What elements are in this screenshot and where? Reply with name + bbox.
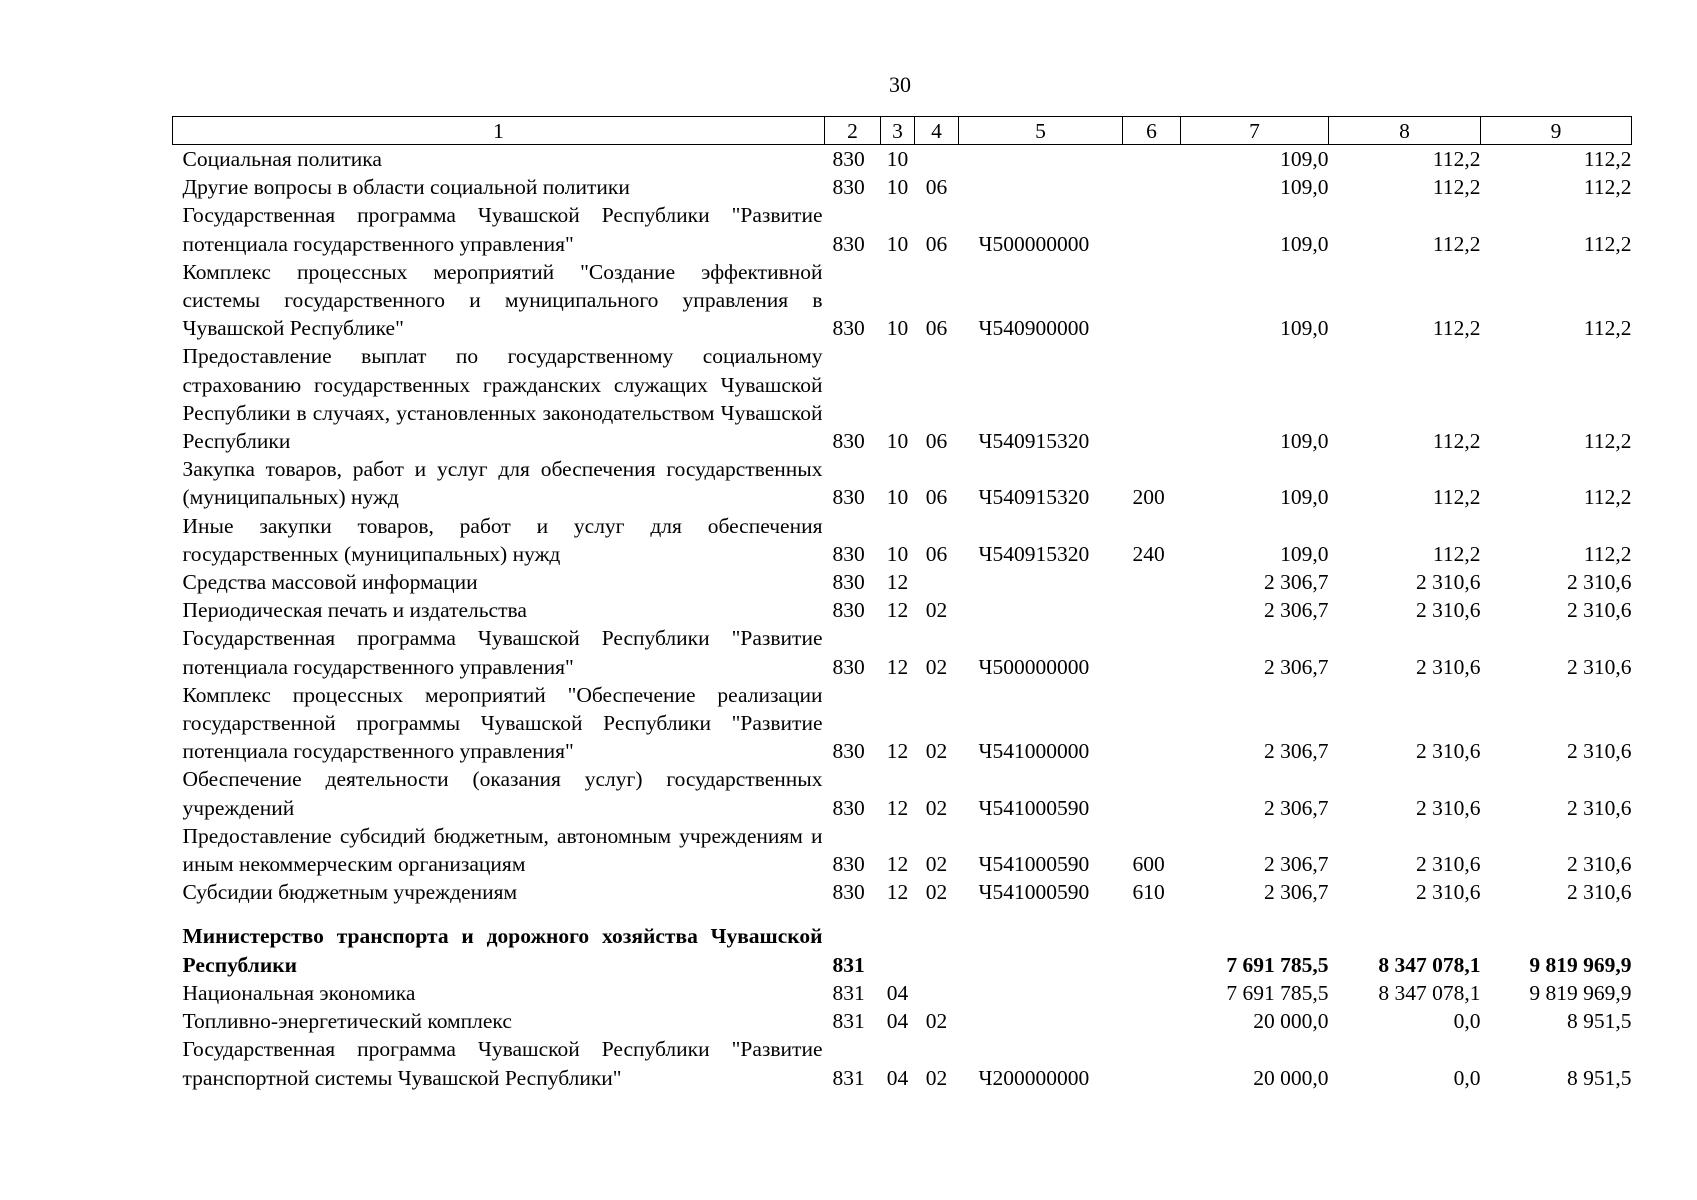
subsection-code: [915, 145, 959, 174]
amount-col-9: 112,2: [1583, 541, 1632, 566]
amount-col-8: 2 310,6: [1416, 654, 1481, 679]
amount-col-8: 112,2: [1432, 231, 1481, 256]
expense-type-code: 610: [1132, 880, 1165, 905]
table-row: [173, 342, 1632, 455]
section-code: 04: [886, 980, 909, 1005]
subsection-code: 02: [925, 739, 948, 764]
row-name: Топливно-энергетический комплекс: [182, 1009, 512, 1034]
header-col-7: 7: [1181, 117, 1329, 145]
expense-type-code: [1123, 342, 1181, 455]
ministry-code: 830: [832, 429, 865, 454]
ministry-code: 831: [832, 980, 865, 1005]
expense-type-code: 240: [1132, 541, 1165, 566]
amount-col-7: 20 000,0: [1253, 1009, 1329, 1034]
amount-col-8: 0,0: [1453, 1009, 1481, 1034]
amount-col-7: 20 000,0: [1253, 1065, 1329, 1090]
target-article-code: Ч540900000: [978, 316, 1090, 341]
amount-col-9: 2 310,6: [1567, 598, 1632, 623]
amount-col-7: 109,0: [1280, 316, 1329, 341]
target-article-code: Ч500000000: [978, 654, 1090, 679]
target-article-code: [959, 568, 1123, 596]
ministry-code: 831: [832, 1065, 865, 1090]
table-row: [173, 201, 1632, 257]
expense-type-code: [1123, 596, 1181, 624]
expense-type-code: [1123, 173, 1181, 201]
target-article-code: Ч540915320: [978, 541, 1090, 566]
table-row: [173, 624, 1632, 680]
amount-col-7: 2 306,7: [1264, 739, 1329, 764]
ministry-code: 830: [832, 175, 865, 200]
section-code: 04: [886, 1065, 909, 1090]
ministry-code: 830: [832, 880, 865, 905]
header-row: [173, 117, 1632, 145]
header-col-1: 1: [173, 117, 825, 145]
amount-col-8: 112,2: [1432, 541, 1481, 566]
header-col-3: 3: [881, 117, 915, 145]
table-body: [173, 145, 1632, 1092]
row-name: Другие вопросы в области социальной политики: [182, 175, 630, 200]
amount-col-7: 109,0: [1280, 231, 1329, 256]
header-col-2: 2: [825, 117, 881, 145]
target-article-code: Ч541000590: [978, 795, 1090, 820]
section-code: 10: [886, 429, 909, 454]
subsection-code: [915, 979, 959, 1007]
amount-col-9: 2 310,6: [1567, 880, 1632, 905]
row-name: Периодическая печать и издательства: [182, 598, 527, 623]
target-article-code: [959, 173, 1123, 201]
section-code: 04: [886, 1009, 909, 1034]
ministry-code: 831: [832, 1009, 865, 1034]
amount-col-7: 109,0: [1280, 429, 1329, 454]
row-name: Национальная экономика: [182, 980, 416, 1005]
header-col-9: 9: [1481, 117, 1632, 145]
expense-type-code: [1123, 979, 1181, 1007]
expense-type-code: [1123, 568, 1181, 596]
amount-col-8: 2 310,6: [1416, 880, 1481, 905]
amount-col-7: 7 691 785,5: [1226, 952, 1329, 977]
expense-type-code: 200: [1132, 485, 1165, 510]
amount-col-8: 8 347 078,1: [1378, 980, 1481, 1005]
target-article-code: [959, 906, 1123, 978]
row-name: Обеспечение деятельности (оказания услуг) государственных учреждений: [182, 767, 823, 820]
amount-col-7: 2 306,7: [1264, 852, 1329, 877]
row-name: Закупка товаров, работ и услуг для обеспечения государственных (муниципальных) нужд: [182, 457, 823, 510]
amount-col-8: 2 310,6: [1416, 795, 1481, 820]
target-article-code: Ч500000000: [978, 231, 1090, 256]
ministry-code: 830: [832, 654, 865, 679]
target-article-code: Ч541000590: [978, 852, 1090, 877]
amount-col-9: 112,2: [1583, 485, 1632, 510]
ministry-code: 830: [832, 598, 865, 623]
amount-col-9: 8 951,5: [1567, 1009, 1632, 1034]
ministry-code: 830: [832, 231, 865, 256]
section-code: 10: [886, 316, 909, 341]
header-col-4: 4: [915, 117, 959, 145]
row-name: Государственная программа Чувашской Республики "Развитие потенциала государственного управления": [182, 203, 823, 256]
subsection-code: 02: [925, 654, 948, 679]
section-code: 10: [886, 175, 909, 200]
row-name: Комплекс процессных мероприятий "Создание эффективной системы государственного и муниципального управления в Чувашской Республике": [182, 259, 823, 341]
table-row: [173, 568, 1632, 596]
subsection-code: 02: [925, 598, 948, 623]
table-row: [173, 878, 1632, 906]
amount-col-7: 109,0: [1280, 485, 1329, 510]
amount-col-8: 112,2: [1432, 147, 1481, 171]
amount-col-7: 2 306,7: [1264, 598, 1329, 623]
subsection-code: 02: [925, 852, 948, 877]
table-row: [173, 979, 1632, 1007]
table-row: [173, 1035, 1632, 1091]
target-article-code: [959, 979, 1123, 1007]
amount-col-9: 8 951,5: [1567, 1065, 1632, 1090]
amount-col-7: 109,0: [1280, 541, 1329, 566]
target-article-code: [959, 596, 1123, 624]
table-row: [173, 455, 1632, 511]
section-code: [881, 906, 915, 978]
amount-col-9: 2 310,6: [1567, 739, 1632, 764]
section-code: 12: [886, 880, 909, 905]
target-article-code: Ч541000000: [978, 739, 1090, 764]
table-row: [173, 596, 1632, 624]
amount-col-7: 109,0: [1280, 147, 1329, 171]
amount-col-8: 8 347 078,1: [1378, 952, 1481, 977]
amount-col-7: 2 306,7: [1264, 654, 1329, 679]
amount-col-9: 112,2: [1583, 175, 1632, 200]
target-article-code: Ч540915320: [978, 429, 1090, 454]
row-name: Предоставление субсидий бюджетным, автономным учреждениям и иным некоммерческим организациям: [182, 823, 823, 877]
expense-type-code: [1123, 145, 1181, 174]
subsection-code: 06: [925, 485, 948, 510]
expense-type-code: [1123, 258, 1181, 343]
ministry-code: 830: [832, 852, 865, 877]
expense-type-code: [1123, 765, 1181, 821]
page-number: 30: [889, 72, 911, 97]
target-article-code: Ч200000000: [978, 1065, 1090, 1090]
table-row: [173, 906, 1632, 978]
target-article-code: [959, 1007, 1123, 1035]
header-col-8: 8: [1329, 117, 1481, 145]
amount-col-8: 0,0: [1453, 1065, 1481, 1090]
section-code: 12: [886, 598, 909, 623]
section-code: 12: [886, 739, 909, 764]
subsection-code: 02: [925, 1065, 948, 1090]
subsection-code: 02: [925, 1009, 948, 1034]
table-row: [173, 1007, 1632, 1035]
ministry-code: 830: [832, 541, 865, 566]
section-code: 12: [886, 852, 909, 877]
section-code: 10: [886, 485, 909, 510]
row-name: Государственная программа Чувашской Республики "Развитие транспортной системы Чувашской Республики": [182, 1037, 823, 1090]
row-name: Средства массовой информации: [182, 570, 478, 595]
subsection-code: 06: [925, 175, 948, 200]
amount-col-7: 109,0: [1280, 175, 1329, 200]
header-col-5: 5: [959, 117, 1123, 145]
amount-col-8: 2 310,6: [1416, 739, 1481, 764]
row-name: Государственная программа Чувашской Республики "Развитие потенциала государственного управления": [182, 626, 823, 679]
row-name: Комплекс процессных мероприятий "Обеспечение реализации государственной программы Чувашской Республики "Развитие потенциала государственного управления": [182, 682, 823, 764]
table-row: [173, 173, 1632, 201]
expense-type-code: [1123, 201, 1181, 257]
budget-table: [172, 116, 1632, 1092]
amount-col-7: 7 691 785,5: [1226, 980, 1329, 1005]
subsection-code: 06: [925, 316, 948, 341]
ministry-code: 830: [832, 739, 865, 764]
table-row: [173, 765, 1632, 821]
amount-col-9: 2 310,6: [1567, 654, 1632, 679]
ministry-code: 831: [832, 952, 865, 977]
expense-type-code: [1123, 1007, 1181, 1035]
expense-type-code: [1123, 1035, 1181, 1091]
amount-col-7: 2 306,7: [1264, 570, 1329, 595]
subsection-code: 06: [925, 231, 948, 256]
amount-col-8: 2 310,6: [1416, 570, 1481, 595]
amount-col-9: 9 819 969,9: [1529, 980, 1632, 1005]
amount-col-9: 9 819 969,9: [1529, 952, 1632, 977]
ministry-code: 830: [832, 485, 865, 510]
amount-col-8: 2 310,6: [1416, 852, 1481, 877]
section-code: 12: [886, 654, 909, 679]
section-code: 10: [886, 147, 909, 171]
expense-type-code: 600: [1132, 852, 1165, 877]
expense-type-code: [1123, 624, 1181, 680]
target-article-code: [959, 145, 1123, 174]
section-code: 12: [886, 570, 909, 595]
table-row: [173, 681, 1632, 766]
subsection-code: 06: [925, 429, 948, 454]
expense-type-code: [1123, 681, 1181, 766]
subsection-code: 02: [925, 795, 948, 820]
amount-col-7: 2 306,7: [1264, 795, 1329, 820]
section-code: 12: [886, 795, 909, 820]
amount-col-9: 112,2: [1583, 231, 1632, 256]
ministry-code: 830: [832, 570, 865, 595]
amount-col-8: 2 310,6: [1416, 598, 1481, 623]
row-name: Социальная политика: [182, 147, 382, 171]
amount-col-8: 112,2: [1432, 316, 1481, 341]
amount-col-8: 112,2: [1432, 429, 1481, 454]
table-row: [173, 822, 1632, 878]
section-code: 10: [886, 231, 909, 256]
row-name: Предоставление выплат по государственному социальному страхованию государственных гражданских служащих Чувашской Республики в случаях, установленных законодательством Чувашской Республики: [182, 344, 823, 454]
subsection-code: [915, 906, 959, 978]
table-row: [173, 145, 1632, 174]
row-name: Иные закупки товаров, работ и услуг для обеспечения государственных (муниципальных) нужд: [182, 513, 823, 566]
subsection-code: 02: [925, 880, 948, 905]
subsection-code: [915, 568, 959, 596]
ministry-code: 830: [832, 795, 865, 820]
amount-col-7: 2 306,7: [1264, 880, 1329, 905]
subsection-code: 06: [925, 541, 948, 566]
amount-col-9: 2 310,6: [1567, 570, 1632, 595]
table-row: [173, 258, 1632, 343]
section-code: 10: [886, 541, 909, 566]
amount-col-9: 112,2: [1583, 147, 1632, 171]
ministry-code: 830: [832, 147, 865, 171]
ministry-code: 830: [832, 316, 865, 341]
amount-col-9: 2 310,6: [1567, 852, 1632, 877]
header-col-6: 6: [1123, 117, 1181, 145]
target-article-code: Ч540915320: [978, 485, 1090, 510]
amount-col-9: 2 310,6: [1567, 795, 1632, 820]
row-name: Субсидии бюджетным учреждениям: [182, 880, 518, 905]
amount-col-8: 112,2: [1432, 485, 1481, 510]
table-row: [173, 512, 1632, 568]
expense-type-code: [1123, 906, 1181, 978]
table-header: [173, 117, 1632, 145]
row-name: Министерство транспорта и дорожного хозяйства Чувашской Республики: [182, 924, 823, 977]
amount-col-9: 112,2: [1583, 429, 1632, 454]
target-article-code: Ч541000590: [978, 880, 1090, 905]
amount-col-8: 112,2: [1432, 175, 1481, 200]
amount-col-9: 112,2: [1583, 316, 1632, 341]
